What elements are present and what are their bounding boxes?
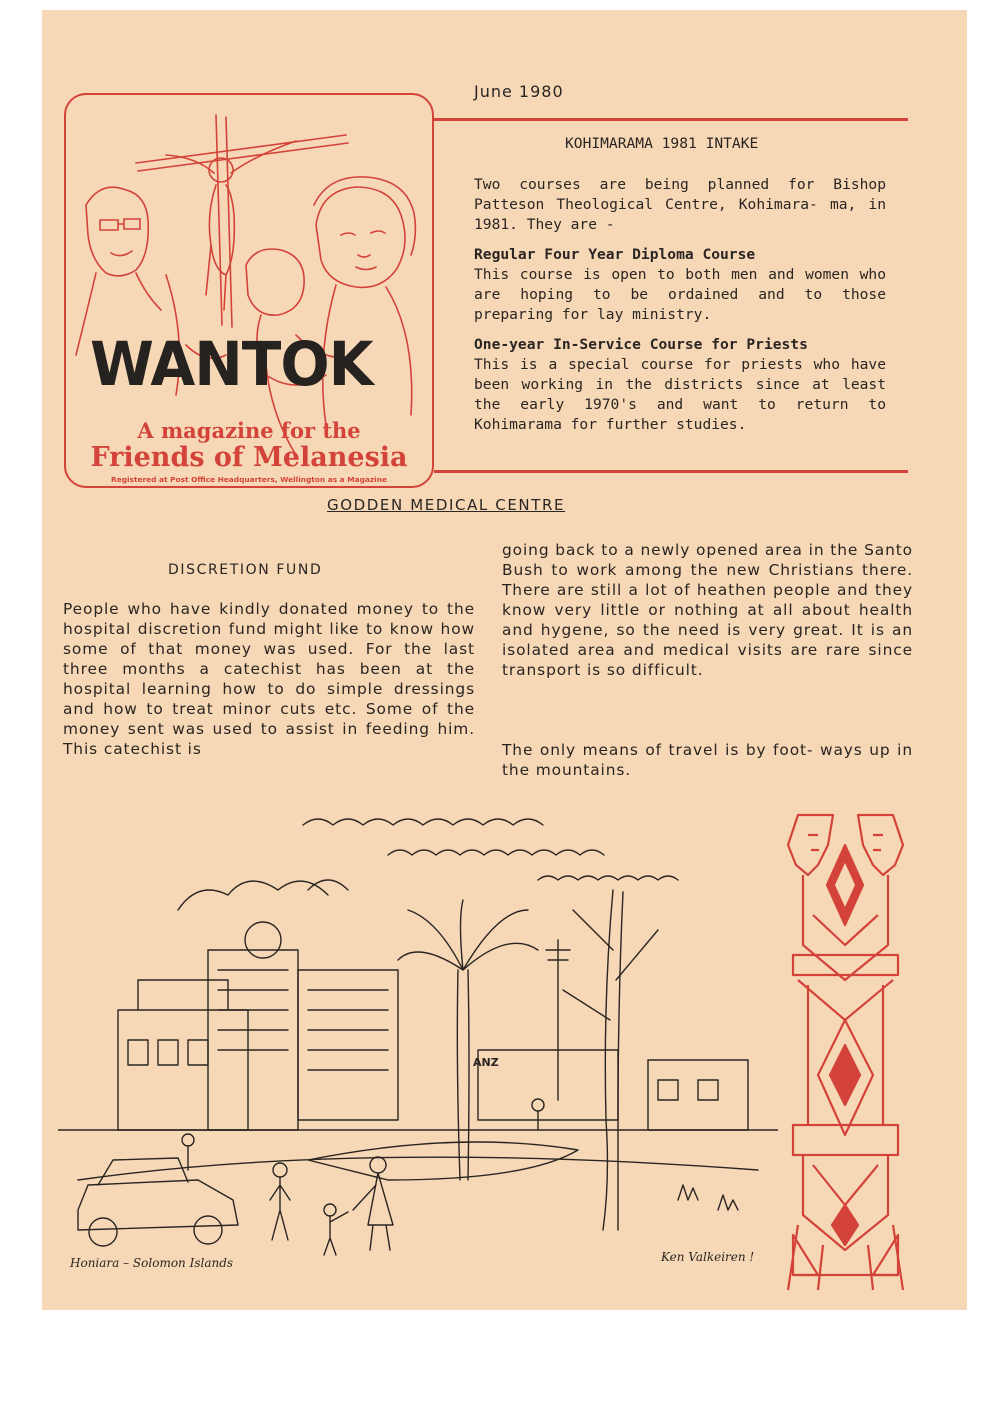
godden-heading: GODDEN MEDICAL CENTRE [327, 496, 566, 514]
issue-date: June 1980 [474, 82, 564, 101]
top-rule [434, 118, 908, 121]
course2-title: One-year In-Service Course for Priests [474, 336, 808, 353]
registration-notice: Registered at Post Office Headquarters, Wellington as a Magazine [111, 475, 387, 484]
course1-title: Regular Four Year Diploma Course [474, 246, 756, 263]
anz-sign: ANZ [473, 1056, 499, 1069]
sketch-signature: Ken Valkeiren ! [661, 1250, 755, 1264]
godden-column-1: People who have kindly donated money to the hospital discretion fund might like to know how some of that money was used. For the last three months a catechist has been at the hospital learning how to do simple dressings and how to treat minor cuts etc. Some of the money sent was used to assist in feeding him. This catechist is [63, 600, 475, 758]
bottom-rule [434, 470, 908, 473]
masthead-tagline-line1: A magazine for the [137, 418, 361, 443]
discretion-fund-heading: DISCRETION FUND [168, 562, 323, 578]
carved-figure-illustration [778, 805, 913, 1295]
godden-column-2-para-2: The only means of travel is by foot- ways up in the mountains. [502, 741, 913, 779]
course2-text: This is a special course for priests who have been working in the districts since at least the early 1970's and want to return to Kohimarama for further studies. [474, 356, 886, 433]
kohimarama-title: KOHIMARAMA 1981 INTAKE [565, 135, 759, 152]
kohimarama-intro: Two courses are being planned for Bishop Patteson Theological Centre, Kohimara- ma, in 1981. They are - [474, 176, 886, 233]
sketch-caption: Honiara – Solomon Islands [70, 1256, 234, 1270]
course1-text: This course is open to both men and women who are hoping to be ordained and to those preparing for lay ministry. [474, 266, 886, 323]
masthead-tagline-line2: Friends of Melanesia [90, 442, 408, 473]
honiara-street-sketch [58, 800, 778, 1260]
godden-column-2-para-1: going back to a newly opened area in the Santo Bush to work among the new Christians there. There are still a lot of heathen people and they know very little or nothing at all about health and hygene, so the need is very great. It is an isolated area and medical visits are rare since transport is so difficult. [502, 541, 913, 679]
masthead-title: WANTOK [90, 328, 373, 400]
